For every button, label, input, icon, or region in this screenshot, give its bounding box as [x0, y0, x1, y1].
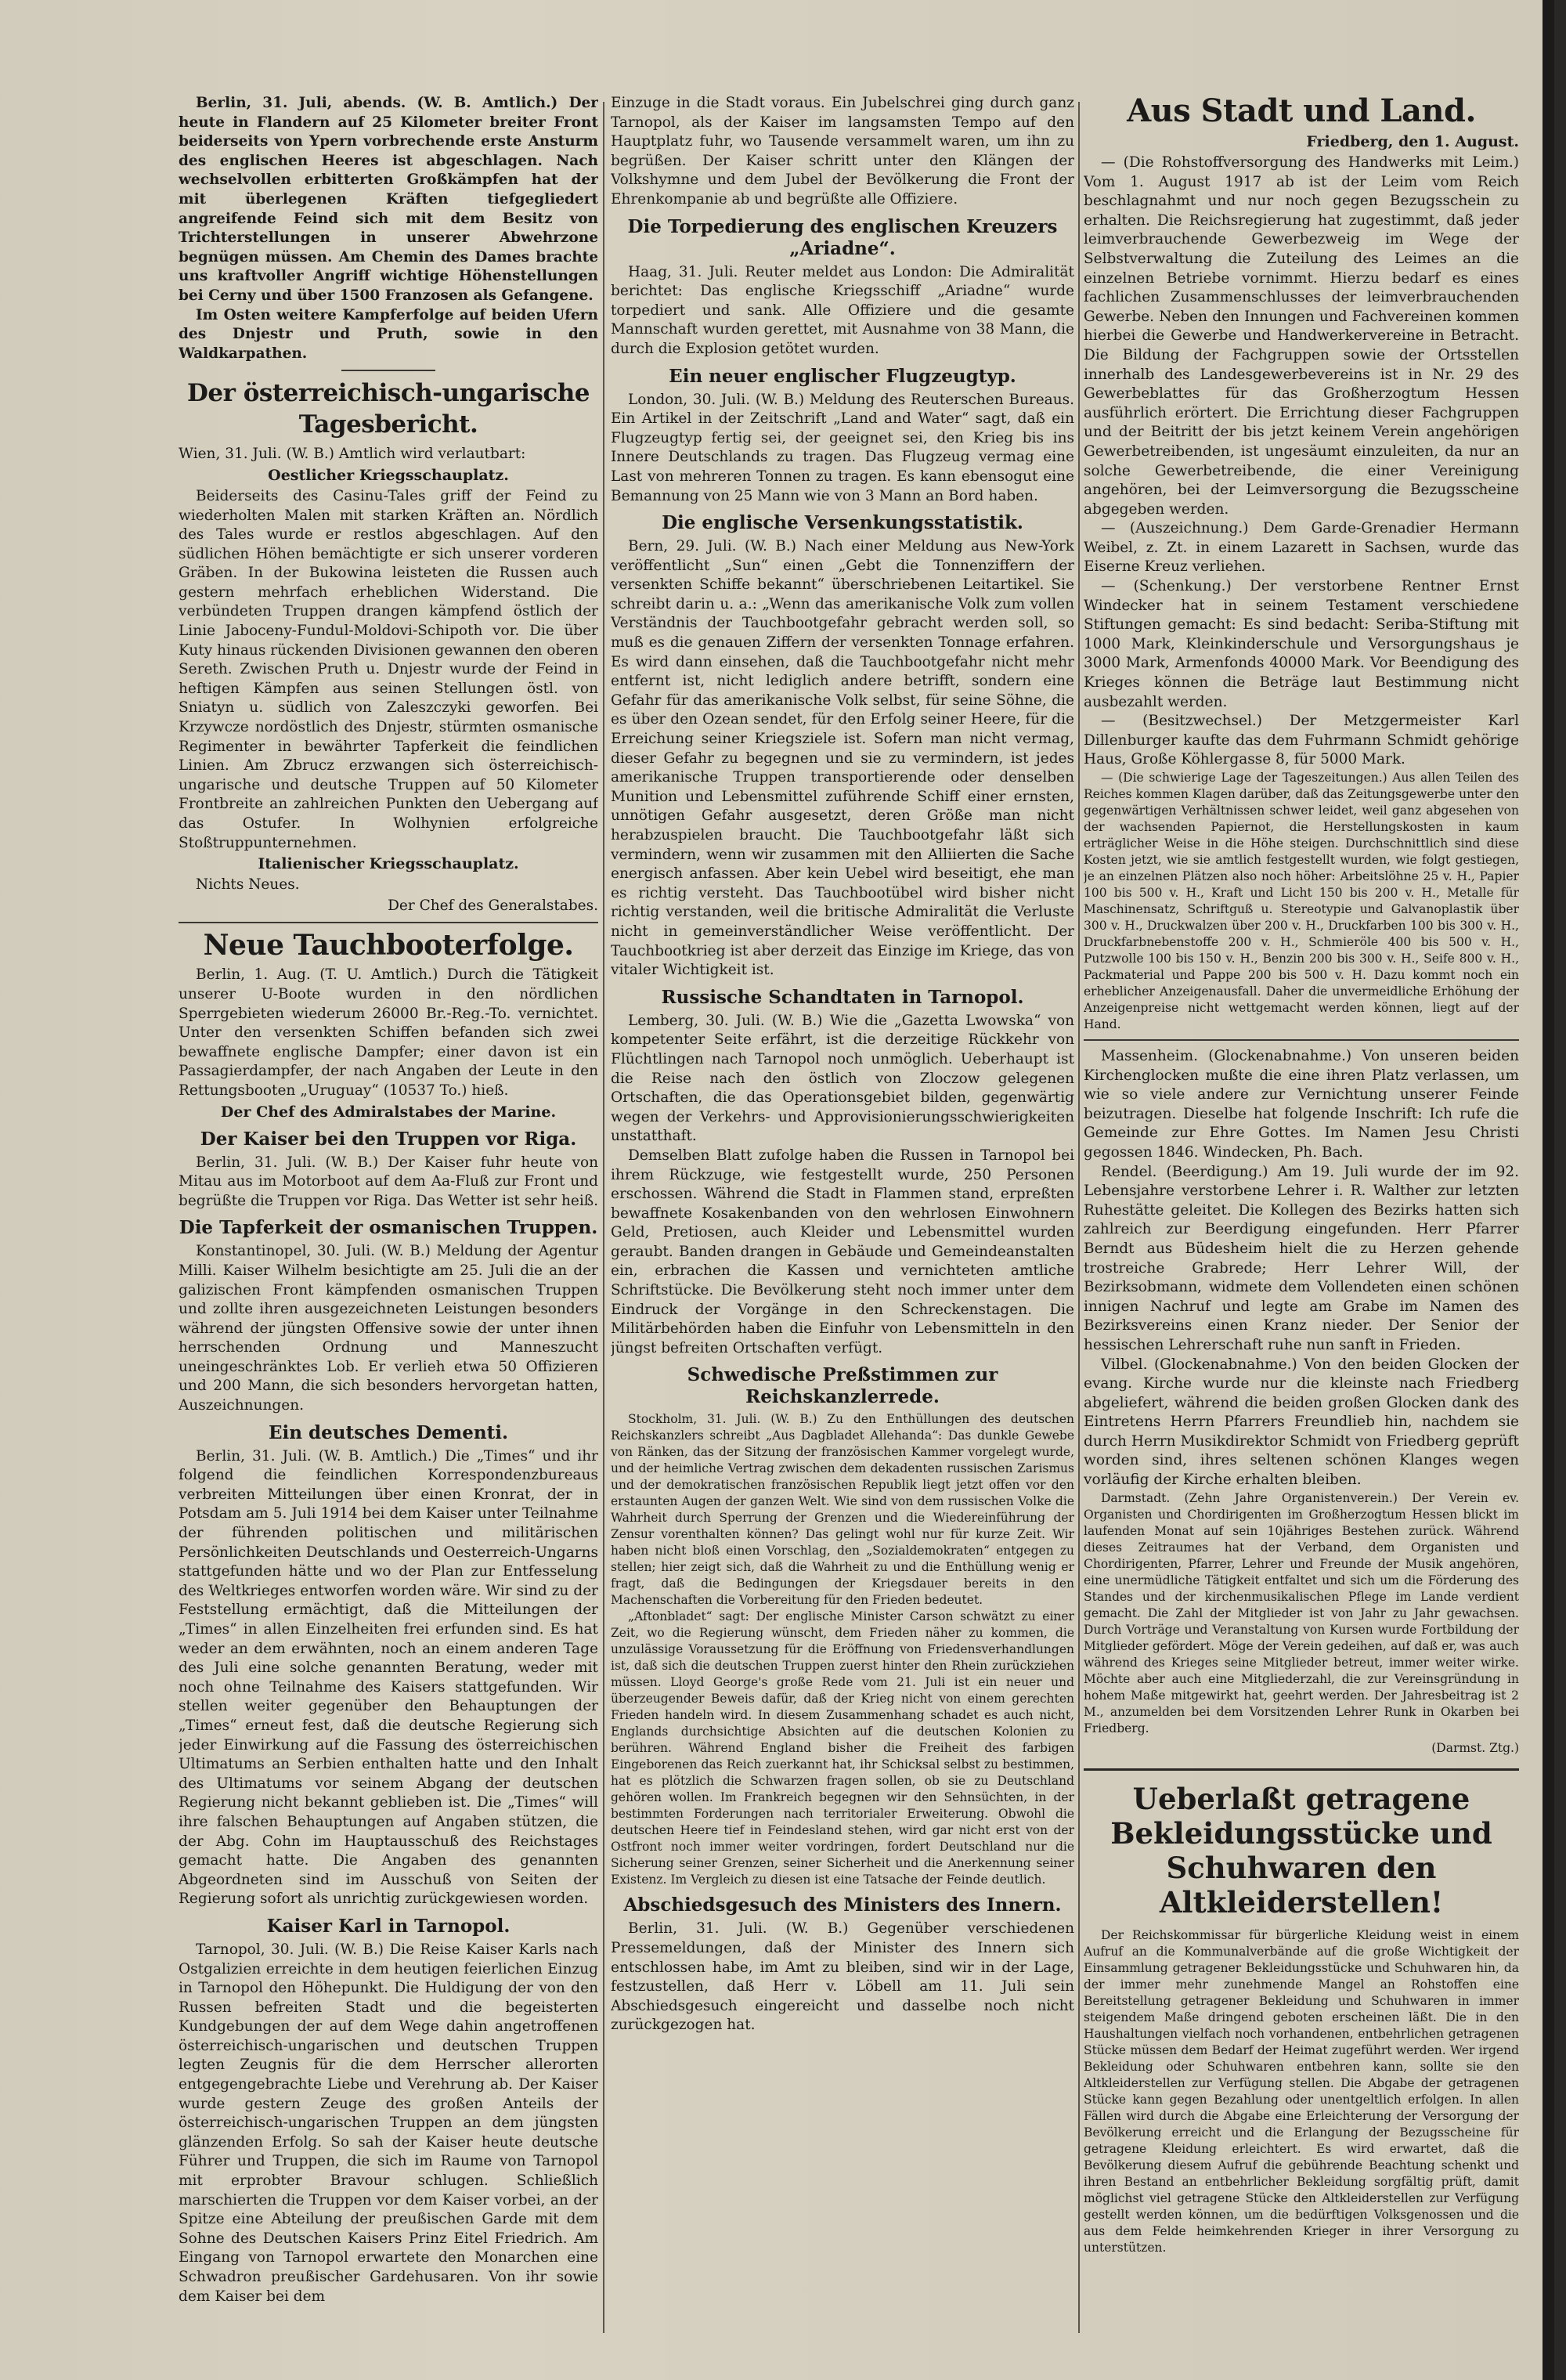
statistik-text: Bern, 29. Juli. (W. B.) Nach einer Meldung aus New-York veröffentlicht „Sun“ einen „Gebt die Tonnenziffern der versenkten Schiffe bekannt“ überschriebenen Leitartikel. Sie schreibt darin u. a.: „Wenn das amerikanische Volk zum vollen Verständnis der Tauchbootgefahr gebracht werden soll, so muß es die genauen Ziffern der versenkten Tonnage erfahren. Es wird dann einsehen, daß die Tauchbootgefahr nicht mehr entfernt ist, nicht lediglich andere betrifft, sondern eine Gefahr für das amerikanische Volk selbst, für seine Söhne, die es über den Ozean sendet, für den Erfolg seiner Heere, für die Erreichung seiner Kriegsziele ist. Sofern man nicht vermag, dieser Gefahr zu begegnen und sie zu vermindern, ist jedes amerikanische Truppen transportierende oder denselben Munition und Lebensmittel zuführende Schiff einer ernsten, unnötigen Gefahr ausgesetzt, deren Größe man nicht herabzuspielen braucht. Die Tauchbootgefahr läßt sich vermindern, wenn wir zusammen mit den Alliierten die Sache energisch anfassen. Aber kein Uebel wird beseitigt, ehe man es richtig versteht. Das Tauchbootübel wird bisher nicht richtig verstanden, weil die britische Admiralität die Verluste nicht in gemeinverständlicher Weise veröffentlicht. Der Tauchbootkrieg ist aber derzeit das Einzige im Kriege, das von vitaler Wichtigkeit ist.: [611, 538, 1074, 979]
local-item-tageszeitungen: — (Die schwierige Lage der Tageszeitungen.) Aus allen Teilen des Reiches kommen Klagen darüber, daß das Zeitungsgewerbe unter den gegenwärtigen Verhältnissen schwer leidet, weil ganz abgesehen von der wachsenden Papiernot, die Herstellungskosten in kaum erträglicher Weise in die Höhe steigen. Durchschnittlich sind diese Kosten jetzt, wie sie amtlich festgestellt wurden, wie folgt gestiegen, je an einzelnen Plätzen also noch höher: Arbeitslöhne 25 v. H., Papier 100 bis 500 v. H., Kraft und Licht 150 bis 200 v. H., Metalle für Maschinensatz, Schriftguß u. Stereotypie und Galvanoplastik über 300 v. H., Druckwalzen über 200 v. H., Druckfarben 100 bis 300 v. H., Druckfarbnebenstoffe 200 v. H., Schmieröle 400 bis 500 v. H., Putzwolle 100 bis 150 v. H., Benzin 200 bis 300 v. H., Seife 800 v. H., Packmaterial und Pappe 200 bis 500 v. H. Dazu kommt noch ein erheblicher Anzeigenausfall. Daher die unvermeidliche Erhöhung der Anzeigenpreise nicht wettgemacht werden können, liegt auf der Hand.: [1084, 771, 1519, 1031]
abschiedsgesuch-title: Abschiedsgesuch des Ministers des Innern.: [623, 1894, 1062, 1916]
local-news-title: Aus Stadt und Land.: [1127, 94, 1476, 129]
austria-subhead-italy: Italienischer Kriegsschauplatz.: [258, 855, 519, 873]
russische-schandtaten-title: Russische Schandtaten in Tarnopol.: [661, 986, 1024, 1008]
uboot-signature: Der Chef des Admiralstabes der Marine.: [220, 1103, 557, 1121]
schwedische-pressestimmen-text-2: „Aftonbladet“ sagt: Der englische Minister Carson schwätzt zu einer Zeit, wo die Regierung wünscht, dem Frieden näher zu kommen, die unzulässige Voraussetzung für die Eröffnung von Friedensverhandlungen ist, daß sich die deutschen Truppen zuerst hinter den Rhein zurückziehen müssen. Lloyd George's große Rede vom 21. Juli ist ein neuer und überzeugender Beweis dafür, daß der Krieg nicht von einem gerechten Frieden handeln wird. In diesem Zusammenhang schadet es auch nicht, Englands durchsichtige Absichten auf die deutschen Kolonien zu berühren. Während England bisher die Freiheit des farbigen Eingeborenen das Reich zuerkannt hat, ihr Schicksal selbst zu bestimmen, hat es plötzlich die Schwarzen fragen sollen, ob sie zu Deutschland gehören wollen. Im Frankreich begegnen wir den Sehnsüchten, in der bestimmten Forderungen nach territorialer Erweiterung. Obwohl die deutschen Heere tief in Feindesland stehen, wird gar nicht erst von der Ostfront noch immer weiter vordringen, fordert Deutschland nur die Sicherung seiner Grenzen, seiner Sicherheit und die Anerkennung seiner Existenz. Im Vergleich zu diesen ist eine Tatsache der Feinde deutlich.: [611, 1609, 1074, 1887]
schwedische-pressestimmen-text: Stockholm, 31. Juli. (W. B.) Zu den Enthüllungen des deutschen Reichskanzlers schreibt „Aus Dagbladet Allehanda“: Das dunkle Gewebe von Ränken, das der Sitzung der französischen Kammer vorgelegt wurde, und der heimliche Vertrag zwischen dem dekadenten russischen Zarismus und der demokratischen französischen Republik liegt jetzt offen vor den erstaunten Augen der ganzen Welt. Wie sind von dem russischen Volke die Wahrheit durch Sperrung der Grenzen und die Wiedereinführung der Zensur vorenthalten können? Das gelingt wohl nur für kurze Zeit. Wir haben nicht bloß einen Vorschlag, den „Sozialdemokraten“ entgegen zu stellen; hier zeigt sich, daß die Wahrheit zu und die Enthüllung wenig er fragt, daß die Bedingungen der Kriegsdauer bereits in den Machenschaften die Vorbereitung für den Frieden bedeutet.: [611, 1412, 1074, 1608]
local-item-darmstadt-source: (Darmst. Ztg.): [1431, 1740, 1519, 1755]
column-rule: [603, 102, 604, 2333]
dementi-text: Berlin, 31. Juli. (W. B. Amtlich.) Die „Times“ und ihr folgend die feindlichen Korrespondenzbureaus verbreiten Mitteilungen über einen Kronrat, der in Potsdam am 5. Juli 1914 bei dem Kaiser unter Teilnahme der führenden politischen und militärischen Persönlichkeiten Deutschlands und Oesterreich-Ungarns stattgefunden hätte und wo der Plan zur Entfesselung des Weltkrieges entworfen worden wäre. Wir sind zu der Feststellung ermächtigt, daß die Mitteilungen der „Times“ in allen Einzelheiten frei erfunden sind. Es hat weder an dem erwähnten, noch an einem anderen Tage des Juli eine solche genannten Beratung, weder mit noch ohne Teilnahme des Kaisers stattgefunden. Wir stellen weiter gegenüber den Behauptungen der „Times“ erneut fest, daß die deutsche Regierung sich jeder Einwirkung auf die Fassung des österreichischen Ultimatums an Serbien enthalten hatte und den Inhalt des Ultimatums vor seinem Abgang der deutschen Regierung nicht bekannt geblieben ist. Die „Times“ will ihre falschen Behauptungen auf Angaben stützen, die der Abg. Cohn im Hauptausschuß des Reichstages gemacht hatte. Die Angaben des genannten Abgeordneten sind im Ausschuß von Seiten der Regierung sofort als unrichtig zurückgewiesen worden.: [179, 1447, 598, 1908]
ariadne-text: Haag, 31. Juli. Reuter meldet aus London: Die Admiralität berichtet: Das englische Kriegsschiff „Ariadne“ wurde torpediert und sank. Alle Offiziere und die gesamte Mannschaft wurden gerettet, mit Ausnahme von 38 Mann, die durch die Explosion getötet wurden.: [611, 263, 1074, 357]
austria-dateline: Wien, 31. Juli. (W. B.) Amtlich wird verlautbart:: [179, 446, 526, 463]
ariadne-title: Die Torpedierung des englischen Kreuzers „Ariadne“.: [627, 215, 1058, 259]
divider: [341, 370, 435, 371]
column-3: [1084, 94, 1519, 2357]
schwedische-pressestimmen-title: Schwedische Preßstimmen zur Reichskanzlerrede.: [687, 1364, 998, 1408]
osman-title: Die Tapferkeit der osmanischen Truppen.: [179, 1217, 598, 1239]
russische-schandtaten-text-2: Demselben Blatt zufolge haben die Russen in Tarnopol bei ihrem Rückzuge, wie festgestellt wurde, 250 Personen erschossen. Während die Stadt in Flammen stand, erpreßten bewaffnete Kosakenbanden von den wehrlosen Einwohnern Geld, Pretiosen, auch Kleider und Lebensmittel wurden geraubt. Banden drangen in Gebäude und Gemeindeanstalten ein, erbrachen die Kassen und vernichteten amtliche Schriftstücke. Die Bevölkerung steht noch immer unter dem Eindruck der Vorgänge in den Schreckenstagen. Die Militärbehörden haben die Einfuhr von Lebensmitteln in den jüngst befreiten Ortschaften verfügt.: [611, 1147, 1074, 1356]
riga-title: Der Kaiser bei den Truppen vor Riga.: [200, 1128, 577, 1150]
column-2: [611, 94, 1074, 2357]
flugzeug-title: Ein neuer englischer Flugzeugtyp.: [669, 365, 1016, 387]
uboot-text: Berlin, 1. Aug. (T. U. Amtlich.) Durch die Tätigkeit unserer U-Boote wurden in den nördlichen Sperrgebieten wiederum 26000 Br.-Reg.-To. vernichtet. Unter den versenkten Schiffen befanden sich zwei bewaffnete englische Dampfer; einer davon ist ein Passagierdampfer, der nach Angaben der Leute in den Rettungsbooten „Uruguay“ (10537 To.) hieß.: [179, 966, 598, 1099]
column-1: [179, 94, 598, 2357]
local-item-rendel: Rendel. (Beerdigung.) Am 19. Juli wurde der im 92. Lebensjahre verstorbene Lehrer i. R. Walther zur letzten Ruhestätte geleitet. Die Kollegen des Bezirks hatten sich zahlreich zur Beerdigung eingefunden. Herr Pfarrer Berndt aus Büdesheim hielt die zu Herzen gehende trostreiche Grabrede; Herr Lehrer Will, der Bezirksobmann, widmete dem Vollendeten einen schönen innigen Nachruf und legte am Grabe im Namen des Bezirksvereins einen Kranz nieder. Der Senior der hessischen Lehrerschaft ruhe nun sanft in Frieden.: [1084, 1163, 1519, 1353]
flugzeug-text: London, 30. Juli. (W. B.) Meldung des Reuterschen Bureaus. Ein Artikel in der Zeitschrift „Land and Water“ sagt, daß ein Flugzeugtyp fertig sei, der geeignet sei, den Krieg bis ins Innere Deutschlands zu tragen. Das Flugzeug vermag eine Last von mehreren Tonnen zu tragen. Es kann ebensogut eine Bemannung von 25 Mann wie von 3 Mann an Bord haben.: [611, 391, 1074, 504]
uboot-title: Neue Tauchbooterfolge.: [203, 929, 574, 962]
tarnopol-title: Kaiser Karl in Tarnopol.: [266, 1915, 511, 1937]
dementi-title: Ein deutsches Dementi.: [269, 1421, 508, 1443]
local-item-leim: — (Die Rohstoffversorgung des Handwerks mit Leim.) Vom 1. August 1917 ab ist der Leim vom Reich beschlagnahmt und nur noch gegen Bezugsschein zu erhalten. Die Reichsregierung hat zugestimmt, daß jeder leimverbrauchende Gewerbezweig im Wege der Selbstverwaltung die Zuteilung des Leimes an die einzelnen Betriebe vornimmt. Hierzu bedarf es eines fachlichen Zusammenschlusses der leimverbrauchenden Gewerbe. Neben den Innungen und Fachvereinen kommen hierbei die Gewerbe und Handwerkervereine in Betracht. Die Bildung der Fachgruppen sowie der Ortsstellen innerhalb des Landesgewerbevereins ist in Nr. 29 des Gewerbeblattes für das Großherzogtum Hessen ausführlich erörtert. Die Errichtung dieser Fachgruppen und der Beitritt der bis jetzt keinem Verein angehörigen Gewerbetreibenden, ist ungesäumt einzuleiten, da nur an solche Gewerbetreibende, die einer Vereinigung angehören, bei der Leimversorgung die Bezugsscheine abgegeben werden.: [1084, 154, 1519, 518]
osman-text: Konstantinopel, 30. Juli. (W. B.) Meldung der Agentur Milli. Kaiser Wilhelm besichtigte am 25. Juli die an der galizischen Front kämpfenden osmanischen Truppen und zollte ihren ausgezeichneten Leistungen besonders während der jüngsten Offensive sowie der unter ihnen herrschenden Ordnung und Manneszucht uneingeschränktes Lob. Er verlieh etwa 50 Offizieren und 200 Mann, die sich besonders hervorgetan hatten, Auszeichnungen.: [179, 1243, 598, 1414]
austria-report-text: Beiderseits des Casinu-Tales griff der Feind zu wiederholten Malen mit starken Kräften an. Nördlich des Tales wurde er restlos abgeschlagen. Auf den südlichen Höhen bemächtigte er sich unserer vorderen Gräben. In der Bukowina leisteten die Russen auch gestern mehrfach erheblichen Widerstand. Die verbündeten Truppen drangen kämpfend östlich der Linie Jaboceny-Fundul-Moldovi-Schipoth vor. Die über Kuty hinaus rückenden Divisionen gewannen den oberen Sereth. Zwischen Pruth u. Dnjestr wurde der Feind in heftigen Kämpfen aus seinen Stellungen östl. von Sniatyn u. südlich von Zaleszczyki geworfen. Bei Krzywcze nordöstlich des Dnjestr, stürmten osmanische Regimenter in bewährter Tapferkeit die feindlichen Linien. Am Zbrucz erzwangen sich österreichisch-ungarische und deutsche Truppen auf 50 Kilometer Frontbreite an zahlreichen Punkten den Uebergang auf das Ostufer. In Wolhynien erfolgreiche Stoßtruppunternehmen.: [179, 487, 598, 851]
lead-report-east: Im Osten weitere Kampferfolge auf beiden Ufern des Dnjestr und Pruth, sowie in den Waldkarpathen.: [179, 306, 598, 362]
austria-report-title: Der österreichisch-ungarische Tagesbericht.: [186, 379, 590, 439]
local-item-besitzwechsel: — (Besitzwechsel.) Der Metzgermeister Karl Dillenburger kaufte das dem Fuhrmann Schmidt gehörige Haus, Große Köhlergasse 8, für 5000 Mark.: [1084, 713, 1519, 768]
altkleider-notice: [1084, 1768, 1519, 2256]
austria-signature: Der Chef des Generalstabes.: [388, 897, 598, 914]
riga-text: Berlin, 31. Juli. (W. B.) Der Kaiser fuhr heute von Mitau aus im Motorboot auf dem Aa-Fluß zur Front und begrüßte die Truppen vor Riga. Das Wetter ist sehr heiß.: [179, 1154, 598, 1209]
altkleider-notice-title: Ueberlaßt getragene Bekleidungsstücke und Schuhwaren den Altkleiderstellen!: [1110, 1782, 1492, 1920]
abschiedsgesuch-text: Berlin, 31. Juli. (W. B.) Gegenüber verschiedenen Pressemeldungen, daß der Minister des Innern sich entschlossen habe, im Amt zu bleiben, sind wir in der Lage, festzustellen, daß Herr v. Löbell am 11. Juli sein Abschiedsgesuch eingereicht und dasselbe noch nicht zurückgezogen hat.: [611, 1920, 1074, 2034]
column-rule: [1078, 102, 1080, 2333]
austria-report-text-italy: Nichts Neues.: [196, 876, 300, 894]
local-item-auszeichnung: — (Auszeichnung.) Dem Garde-Grenadier Hermann Weibel, z. Zt. in einem Lazarett in Sachsen, wurde das Eiserne Kreuz verliehen.: [1084, 520, 1519, 576]
tarnopol-text: Tarnopol, 30. Juli. (W. B.) Die Reise Kaiser Karls nach Ostgalizien erreichte in dem heutigen feierlichen Einzug in Tarnopol den Höhepunkt. Die Huldigung der von den Russen befreiten Stadt und die begeisterten Kundgebungen der auf dem Wege dahin angetroffenen österreichisch-ungarischen und deutschen Truppen legten Zeugnis für die dem Herrscher allerorten entgegengebrachte Liebe und Verehrung ab. Der Kaiser wurde gestern Zeuge des großen Anteils der österreichisch-ungarischen Truppen an dem jüngsten glänzenden Erfolg. So sah der Kaiser heute deutsche Führer und Truppen, die sich im Raume von Tarnopol mit erprobter Bravour schlugen. Schließlich marschierten die Truppen vor dem Kaiser vorbei, an der Spitze eine Abteilung der preußischen Garde mit dem Sohne des Deutschen Kaisers Prinz Eitel Friedrich. Am Eingang von Tarnopol erwartete den Monarchen eine Schwadron preußischer Gardehusaren. Von ihr sowie dem Kaiser bei dem: [179, 1941, 598, 2305]
local-item-massenheim: Massenheim. (Glockenabnahme.) Von unseren beiden Kirchenglocken mußte die eine ihren Platz verlassen, um wie so viele andere zur Vernichtung unserer Feinde beizutragen. Dieselbe hat folgende Inschrift: Ich rufe die Gemeinde zur Ehre Gottes. Im Namen Jesu Christi gegossen 1846. Windecken, Ph. Bach.: [1084, 1048, 1519, 1161]
lead-report: Berlin, 31. Juli, abends. (W. B. Amtlich.) Der heute in Flandern auf 25 Kilometer breiter Front beiderseits von Ypern vorbrechende erste Ansturm des englischen Heeres ist abgeschlagen. Nach wechselvollen erbitterten Großkämpfen hat der mit überlegenen Kräften tiefgegliedert angreifende Feind sich mit dem Besitz von Trichterstellungen in unserer Abwehrzone begnügen müssen. Am Chemin des Dames brachte uns kraftvoller Angriff wichtige Höhenstellungen bei Cerny und über 1500 Franzosen als Gefangene.: [179, 95, 598, 304]
altkleider-notice-text: Der Reichskommissar für bürgerliche Kleidung weist in einem Aufruf an die Kommunalverbände auf die große Wichtigkeit der Einsammlung getragener Bekleidungsstücke und Schuhwaren hin, da der immer mehr zunehmende Mangel an Rohstoffen eine Bereitstellung getragener Bekleidung und Schuhwaren in immer steigendem Maße dringend geboten erscheinen läßt. Die in den Haushaltungen vielfach noch vorhandenen, entbehrlichen getragenen Stücke müssen dem Bedarf der Heimat zugeführt werden. Wer irgend Bekleidung oder Schuhwaren entbehren kann, sollte sie den Altkleiderstellen zur Verfügung stellen. Die Abgabe der getragenen Stücke kann gegen Bezahlung oder unentgeltlich erfolgen. In allen Fällen wird durch die Abgabe eine Erleichterung der Versorgung der Bevölkerung erreicht und die Erlangung der Bezugsscheine für getragene Kleidung erleichtert. Es wird erwartet, daß die Bevölkerung diesem Aufruf die gebührende Beachtung schenkt und ihren Bestand an entbehrlicher Bekleidung sorgfältig prüft, damit möglichst viel getragene Stücke den Altkleiderstellen zur Verfügung gestellt werden können, um die bedürftigen Volksgenossen und die aus dem Felde heimkehrenden Krieger in ihrer Versorgung zu unterstützen.: [1084, 1928, 1519, 2255]
local-item-darmstadt: Darmstadt. (Zehn Jahre Organistenverein.) Der Verein ev. Organisten und Chordirigenten im Großherzogtum Hessen blickt im laufenden Monat auf sein 10jähriges Bestehen zurück. Während dieses Zeitraumes hat der Verband, dem Organisten und Chordirigenten, Pfarrer, Lehrer und Freunde der Musik angehören, eine unermüdliche Tätigkeit entfaltet und sich um die Förderung des Standes und der kirchenmusikalischen Pflege im Lande verdient gemacht. Die Zahl der Mitglieder ist von Jahr zu Jahr gewachsen. Durch Vorträge und Veranstaltung von Kursen wurde Fortbildung der Mitglieder gefördert. Möge der Verein gedeihen, auf daß er, was auch während des Krieges seine Mitglieder betreut, immer weiter wirke. Möchte aber auch eine Mitgliederzahl, die zur Vereinsgründung in hohem Maße mitgewirkt hat, geehrt werden. Der Jahresbeitrag ist 2 M., anzumelden bei dem Vorsitzenden Lehrer Runk in Okarben bei Friedberg.: [1084, 1490, 1519, 1735]
local-item-vilbel: Vilbel. (Glockenabnahme.) Von den beiden Glocken der evang. Kirche wurde nur die kleinste nach Friedberg abgeliefert, während die beiden großen Glocken dank des Eintretens Herrn Pfarrers Freundlieb hin, nachdem sie durch Herrn Musikdirektor Schmidt von Friedberg geprüft worden sind, ihres seltenen schönen Klanges wegen vorläufig der Kirche erhalten bleiben.: [1084, 1356, 1519, 1489]
tarnopol-continued: Einzuge in die Stadt voraus. Ein Jubelschrei ging durch ganz Tarnopol, als der Kaiser im langsamsten Tempo auf den Hauptplatz fuhr, wo Tausende versammelt waren, um ihn zu begrüßen. Der Kaiser schritt unter den Klängen der Volkshymne und dem Jubel der Bevölkerung die Front der Ehrenkompanie ab und begrüßte alle Offiziere.: [611, 95, 1074, 208]
page-edge: [1543, 0, 1554, 2380]
divider: [179, 922, 598, 923]
divider: [1084, 1039, 1519, 1041]
russische-schandtaten-text: Lemberg, 30. Juli. (W. B.) Wie die „Gazetta Lwowska“ von kompetenter Seite erfährt, ist die derzeitige Rückkehr von Flüchtlingen nach Tarnopol noch unmöglich. Ueberhaupt ist die Reise nach den östlich von Zloczow gelegenen Ortschaften, die das Operationsgebiet bilden, gegenwärtig wegen der Verkehrs- und Approvisionierungsschwierigkeiten unstatthaft.: [611, 1012, 1074, 1145]
austria-subhead-east: Oestlicher Kriegsschauplatz.: [268, 466, 509, 484]
local-news-dateline: Friedberg, den 1. August.: [1306, 133, 1519, 150]
statistik-title: Die englische Versenkungsstatistik.: [662, 512, 1023, 534]
local-item-schenkung: — (Schenkung.) Der verstorbene Rentner Ernst Windecker hat in seinem Testament verschiedene Stiftungen gemacht: Es sind bedacht: Seriba-Stiftung mit 1000 Mark, Kleinkinderschule und Versorgungshaus je 3000 Mark, Armenfonds 40000 Mark. Vor Beendigung des Krieges können die Beträge laut Bestimmung nicht ausbezahlt werden.: [1084, 578, 1519, 710]
